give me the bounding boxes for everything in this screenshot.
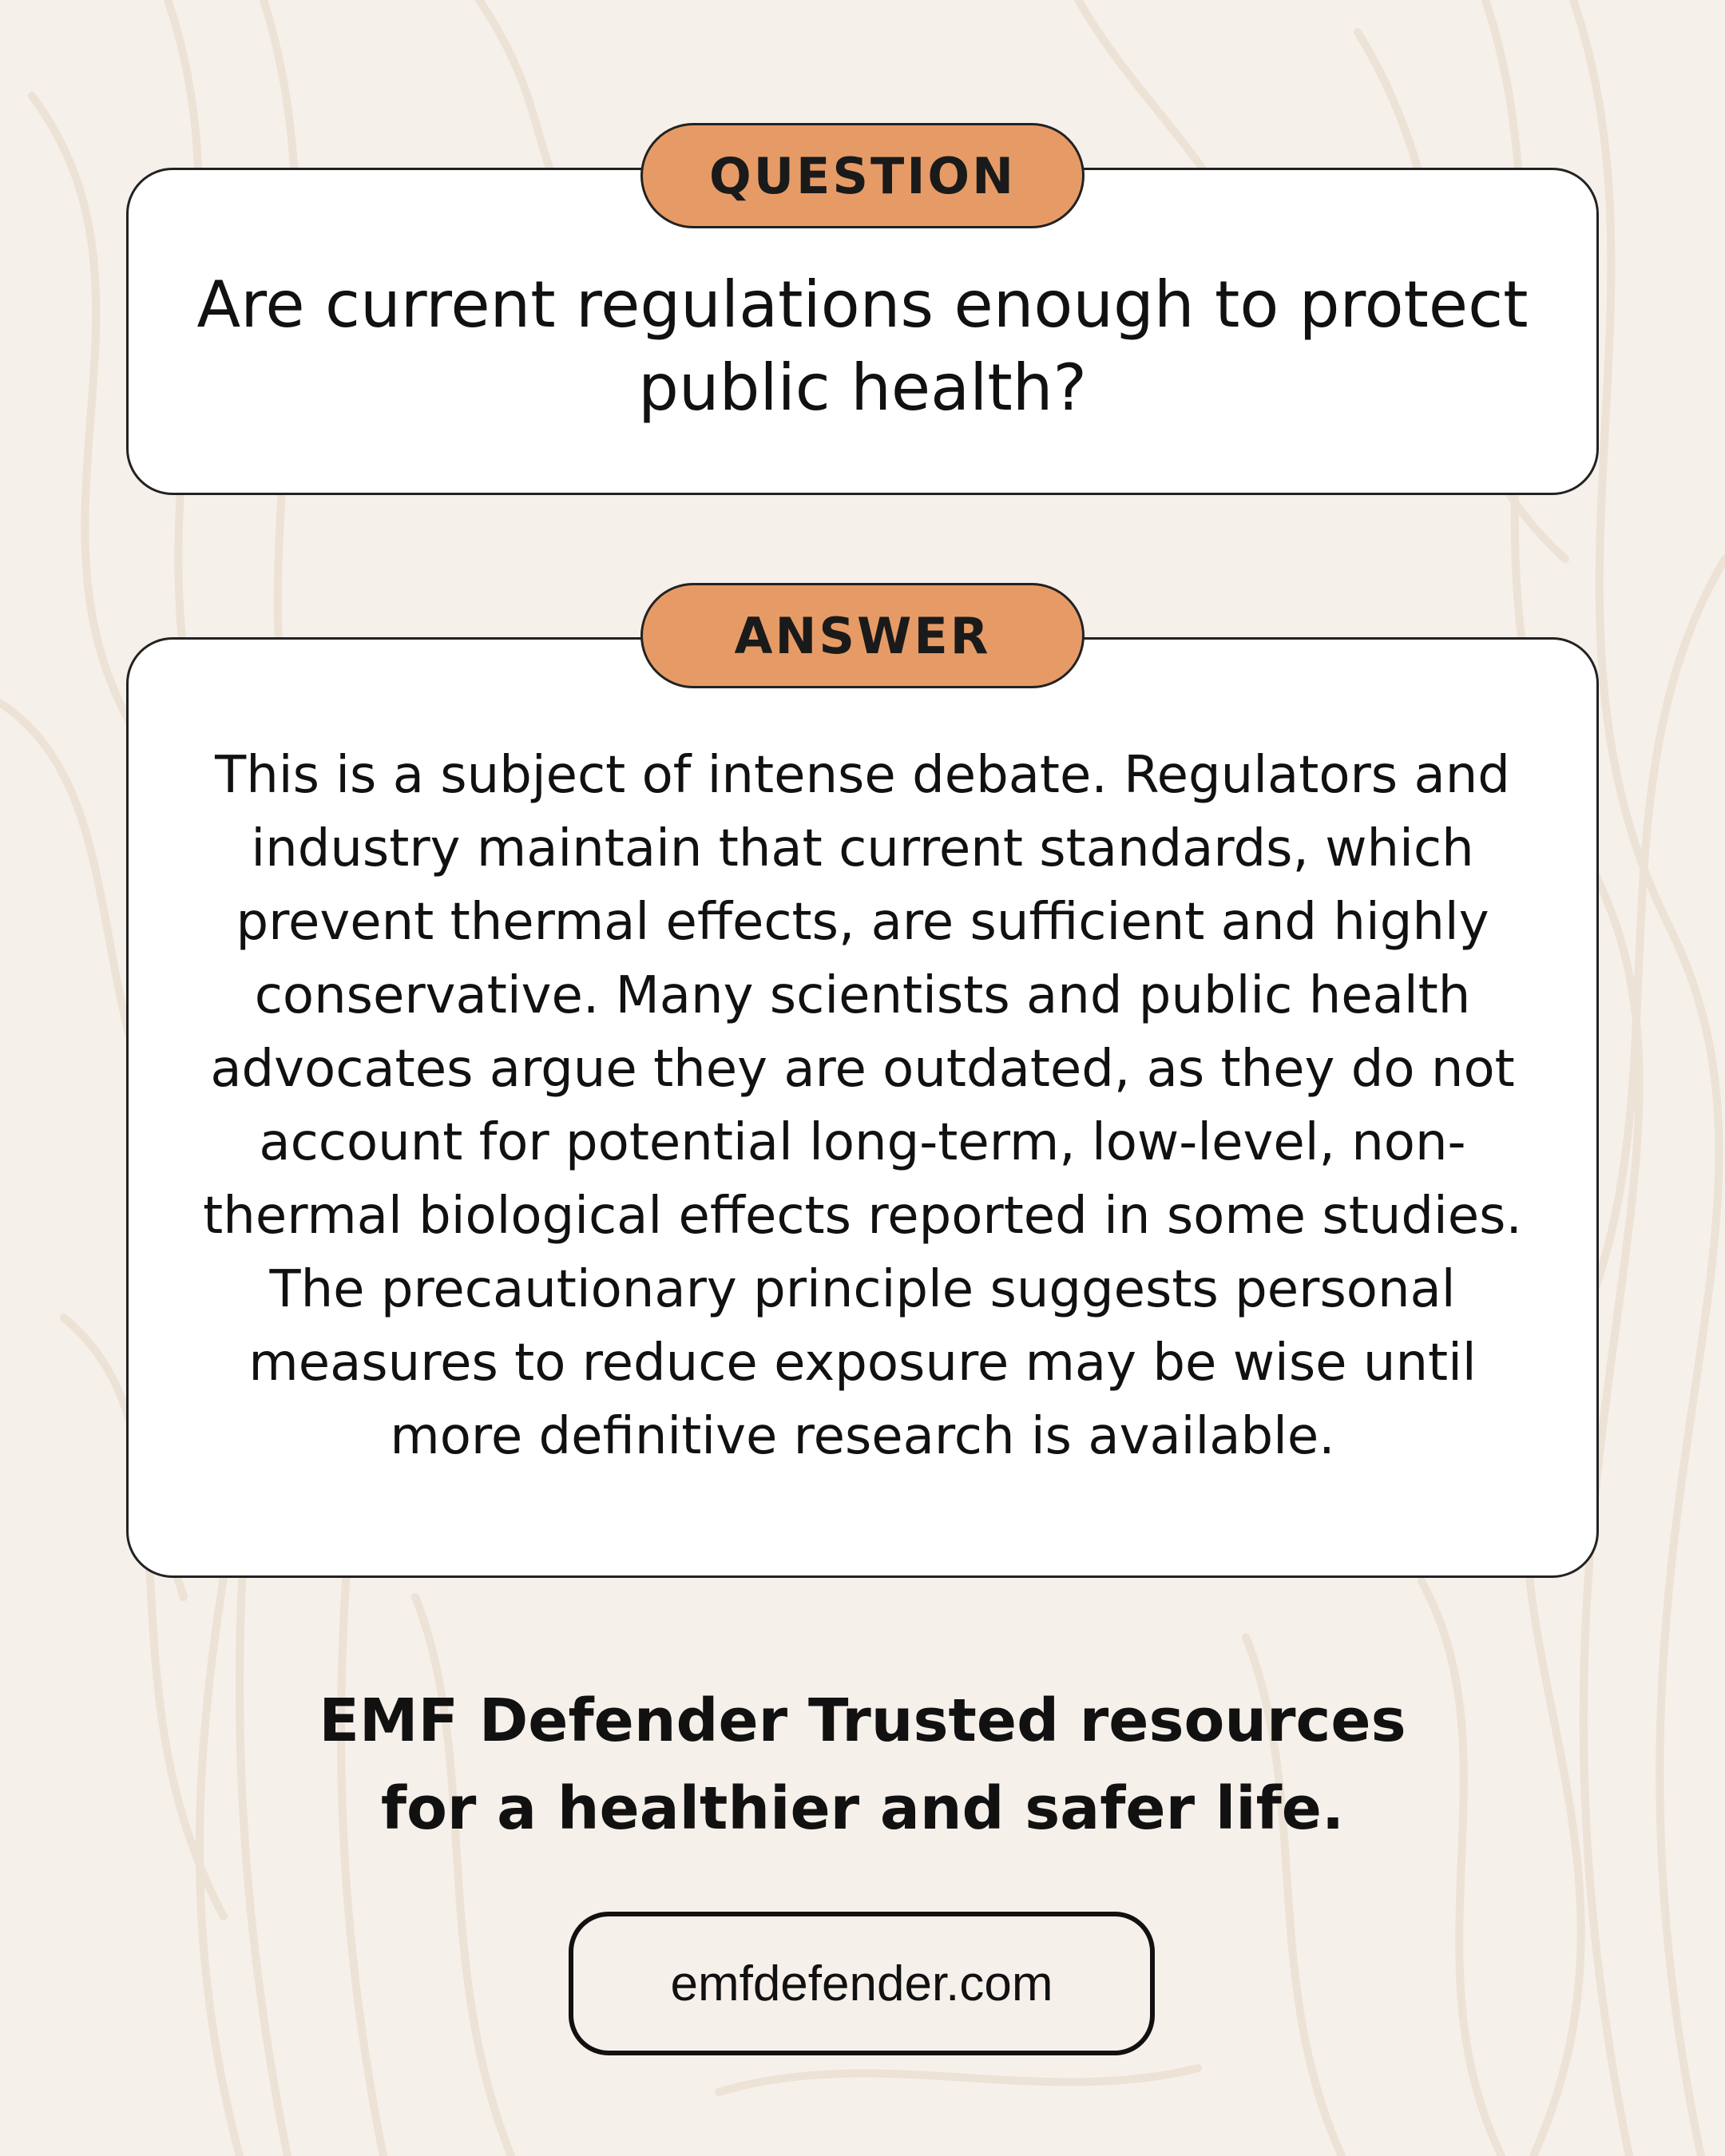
brand-tagline [303,1677,1422,1853]
answer-text: This is a subject of intense debate. Regulators and industry maintain that current standards, which prevent thermal effects, are sufficient and highly conservative. Many scientists and public health advocates argue they are outdated, as they do not account for potential long-term, low-level, non-thermal biological effects reported in some studies. The precautionary principle suggests personal measures to reduce exposure may be wise until more definitive research is available. [203,746,1522,1466]
tagline-line-2: for a healthier and safer life. [380,1774,1345,1843]
answer-label-badge: ANSWER [640,583,1085,688]
question-text: Are current regulations enough to protect public health? [196,268,1529,425]
question-label-badge: QUESTION [640,123,1085,228]
website-link-button[interactable]: emfdefender.com [569,1912,1155,2055]
tagline-line-1: EMF Defender Trusted resources [319,1686,1406,1755]
